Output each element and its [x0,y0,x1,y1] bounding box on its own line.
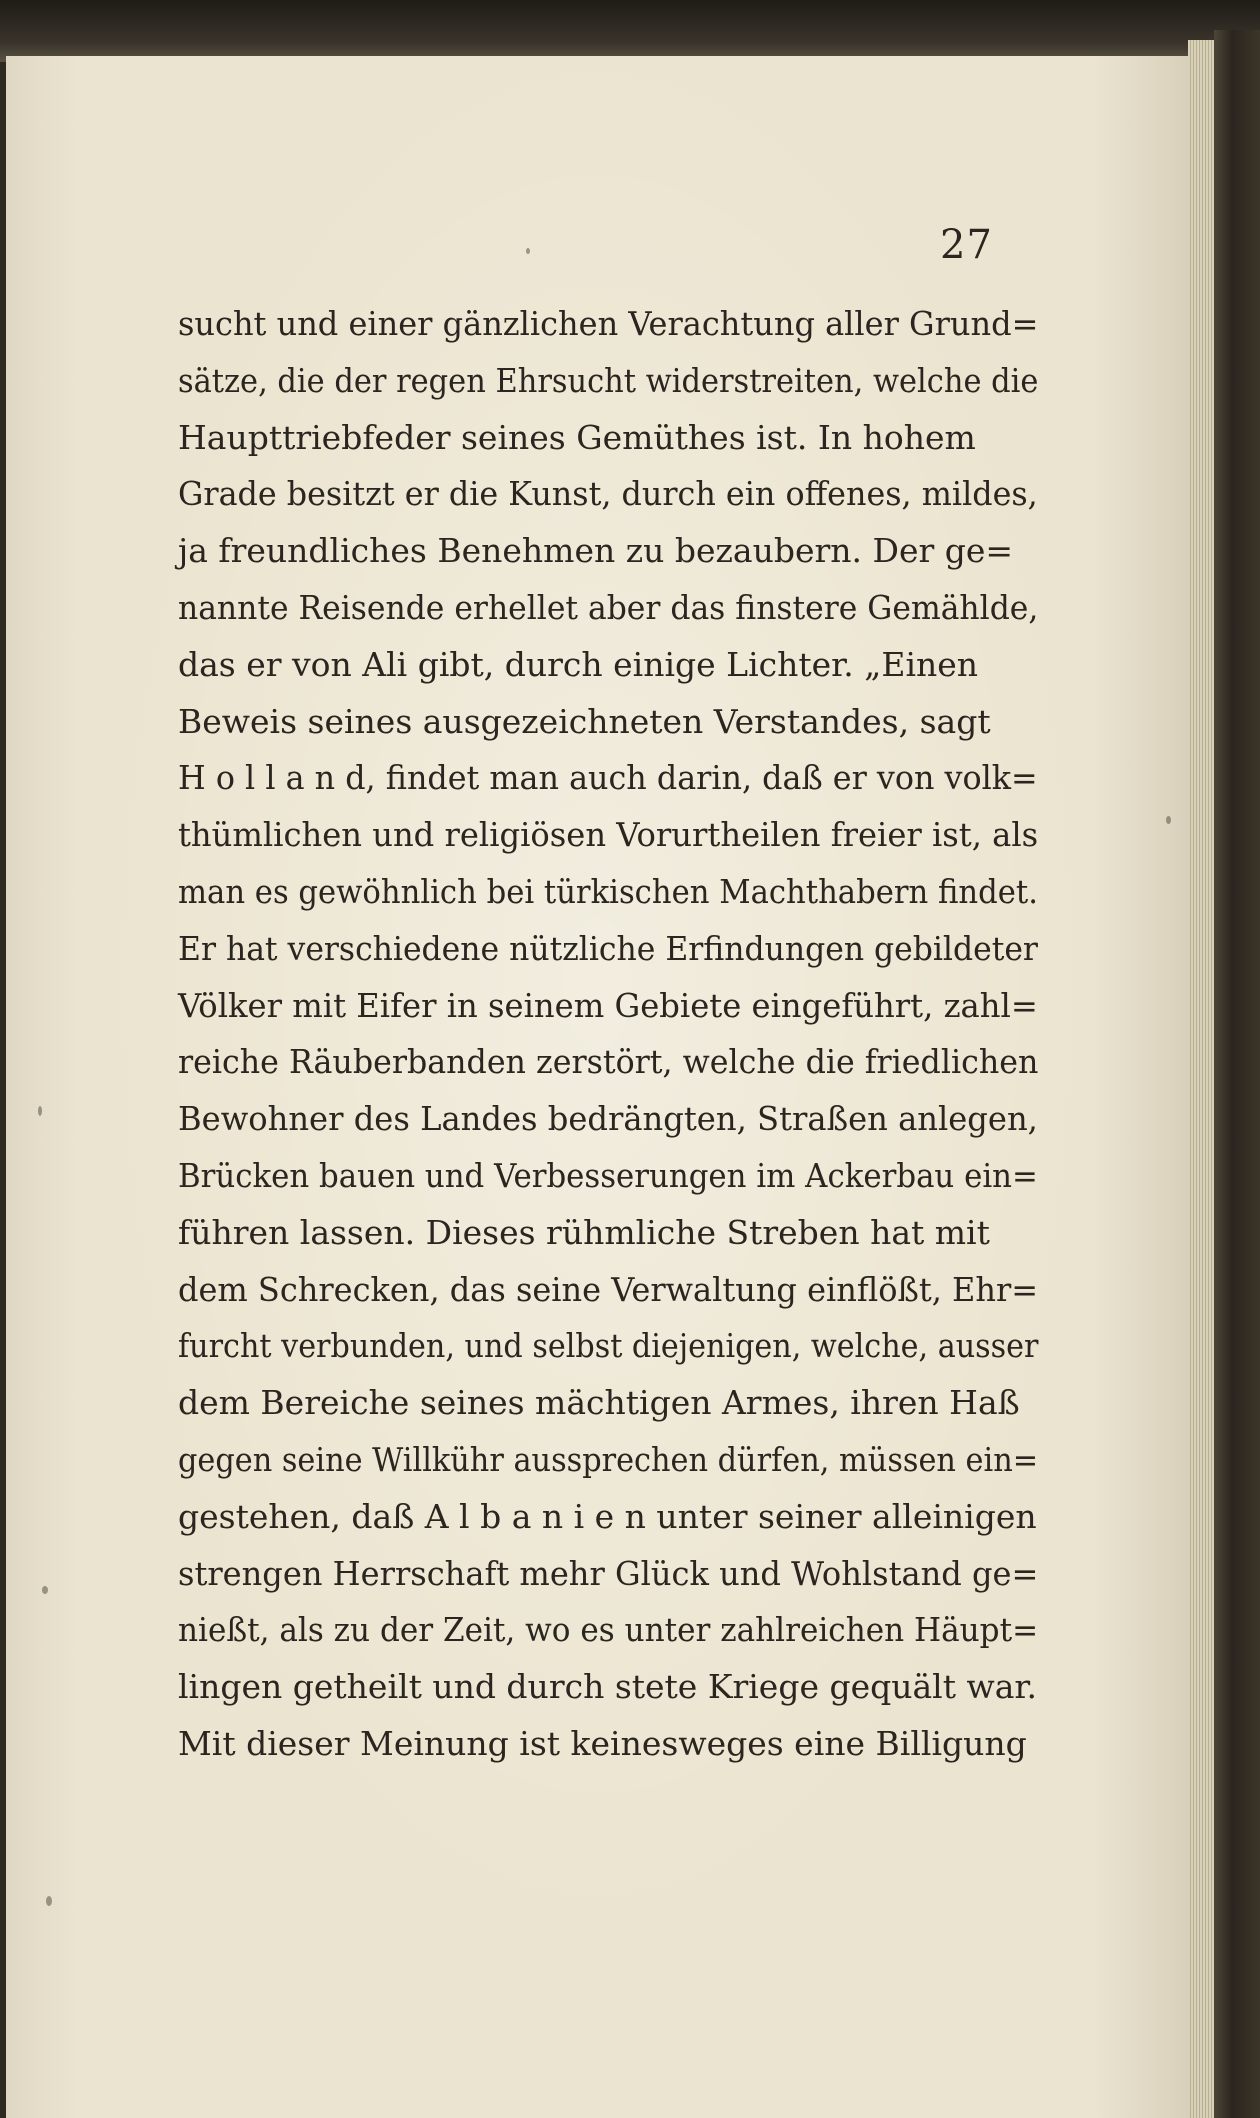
text-line: Er hat verschiedene nützliche Erfindungen gebildeter [178,928,1038,968]
text-line: dem Bereiche seines mächtigen Armes, ihren Haß [178,1383,1020,1423]
book-cover-right [1214,30,1260,2118]
page-edges [1188,40,1214,2118]
text-line: strengen Herrschaft mehr Glück und Wohlstand ge= [178,1553,1039,1593]
book-cover-top [0,0,1260,62]
text-line: H o l l a n d, findet man auch darin, daß er von volk= [178,758,1038,798]
text-line: Brücken bauen und Verbesserungen im Ackerbau ein= [178,1155,1038,1195]
text-line: führen lassen. Dieses rühmliche Streben hat mit [178,1212,990,1252]
text-line: nießt, als zu der Zeit, wo es unter zahlreichen Häupt= [178,1610,1039,1650]
text-line: thümlichen und religiösen Vorurtheilen freier ist, als [178,815,1039,855]
text-line: Mit dieser Meinung ist keinesweges eine Billigung [178,1723,1027,1763]
page-number: 27 [940,222,993,268]
text-line: Grade besitzt er die Kunst, durch ein offenes, mildes, [178,474,1038,514]
text-line: man es gewöhnlich bei türkischen Machthabern findet. [178,871,1038,911]
text-line: gestehen, daß A l b a n i e n unter seiner alleinigen [178,1496,1037,1536]
text-line: nannte Reisende erhellet aber das finstere Gemählde, [178,587,1039,627]
text-line: Völker mit Eifer in seinem Gebiete eingeführt, zahl= [178,985,1038,1025]
paper-speck [1166,816,1171,824]
text-line: gegen seine Willkühr aussprechen dürfen, müssen ein= [178,1439,1039,1479]
paper-speck [46,1896,52,1906]
text-line: ja freundliches Benehmen zu bezaubern. Der ge= [178,531,1014,571]
text-line: dem Schrecken, das seine Verwaltung einflößt, Ehr= [178,1269,1039,1309]
text-line: furcht verbunden, und selbst diejenigen, welche, ausser [178,1326,1039,1366]
paper-speck [526,248,530,254]
text-line: lingen getheilt und durch stete Kriege gequält war. [178,1667,1038,1707]
paper-speck [42,1586,48,1594]
text-line: Haupttriebfeder seines Gemüthes ist. In hohem [178,417,976,457]
paper-speck [38,1106,42,1116]
text-line: Bewohner des Landes bedrängten, Straßen anlegen, [178,1099,1038,1139]
text-line: sätze, die der regen Ehrsucht widerstreiten, welche die [178,360,1039,400]
text-line: reiche Räuberbanden zerstört, welche die friedlichen [178,1042,1039,1082]
text-line: Beweis seines ausgezeichneten Verstandes, sagt [178,701,991,741]
body-text [178,296,1038,1773]
text-line: das er von Ali gibt, durch einige Lichter. „Einen [178,644,979,684]
text-line: sucht und einer gänzlichen Verachtung aller Grund= [178,304,1039,343]
